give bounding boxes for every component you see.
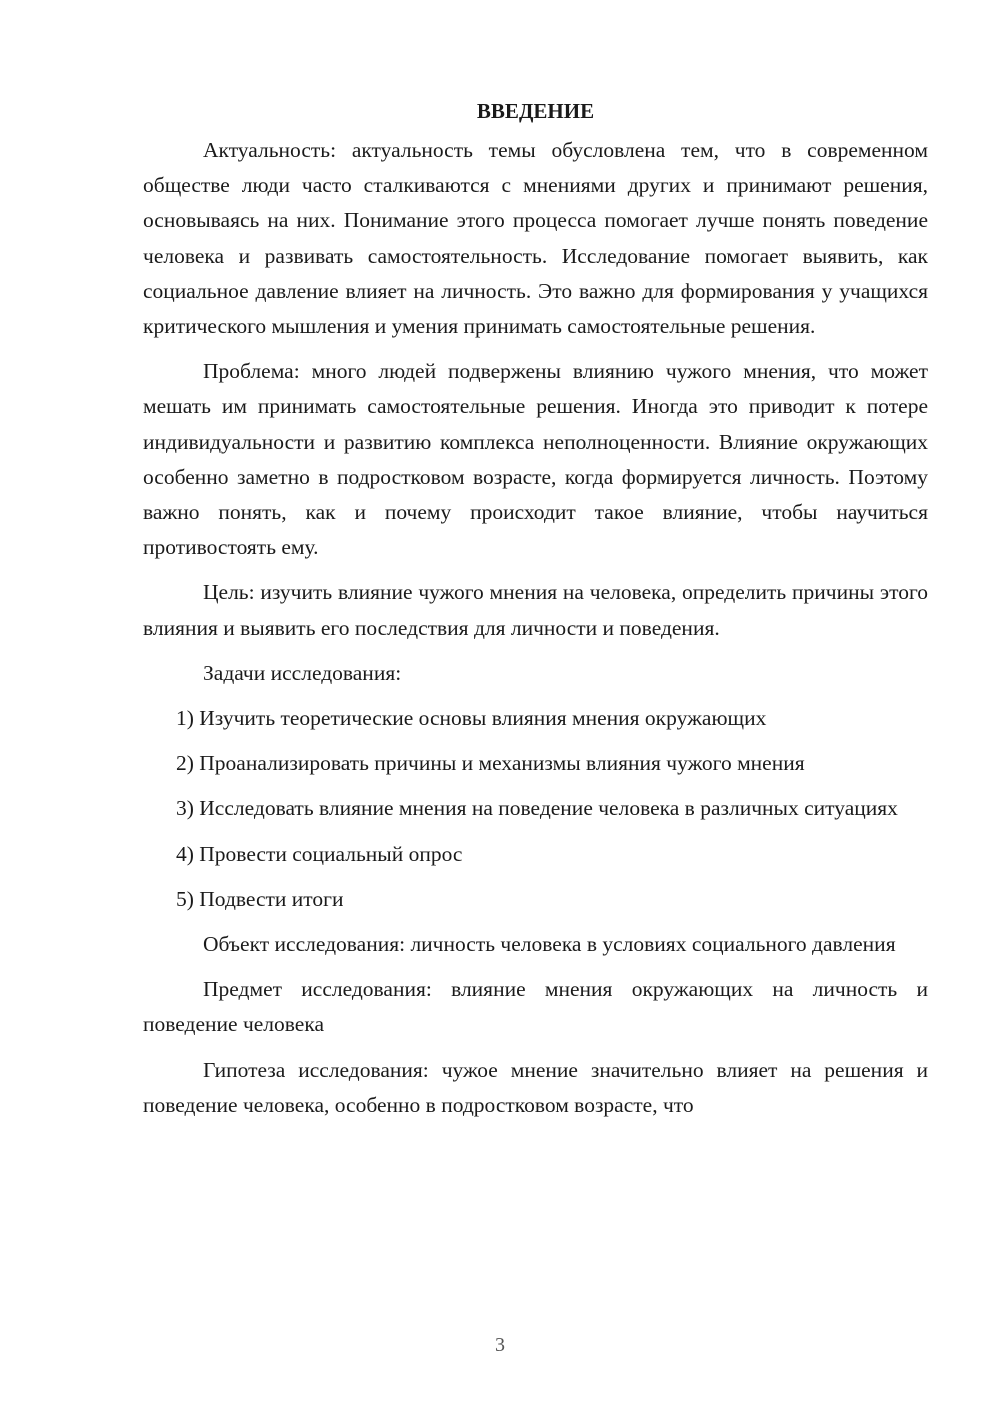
relevance-paragraph: Актуальность: актуальность темы обусловлена тем, что в современном обществе люди часто сталкиваются с мнениями других и принимают решения, основываясь на них. Понимание этого процесса помогает лучше понять поведение человека и развивать самостоятельность. Исследование помогает выявить, как социальное давление влияет на личность. Это важно для формирования у учащихся критического мышления и умения принимать самостоятельные решения.	[143, 138, 928, 339]
document-page	[143, 96, 928, 1133]
object-paragraph: Объект исследования: личность человека в условиях социального давления	[203, 932, 896, 957]
problem-paragraph: Проблема: много людей подвержены влиянию чужого мнения, что может мешать им принимать самостоятельные решения. Иногда это приводит к потере индивидуальности и развитию комплекса неполноценности. Влияние окружающих особенно заметно в подростковом возрасте, когда формируется личность. Поэтому важно понять, как и почему происходит такое влияние, чтобы научиться противостоять ему.	[143, 359, 928, 560]
goal-paragraph: Цель: изучить влияние чужого мнения на человека, определить причины этого влияния и выявить его последствия для личности и поведения.	[143, 580, 928, 640]
tasks-heading: Задачи исследования:	[203, 660, 402, 685]
task-item-5: 5) Подвести итоги	[176, 886, 344, 911]
subject-paragraph: Предмет исследования: влияние мнения окружающих на личность и поведение человека	[143, 977, 928, 1037]
task-item-1: 1) Изучить теоретические основы влияния мнения окружающих	[176, 706, 767, 731]
page-number: 3	[495, 1334, 505, 1356]
hypothesis-paragraph: Гипотеза исследования: чужое мнение значительно влияет на решения и поведение человека, особенно в подростковом возрасте, что	[143, 1057, 928, 1117]
document-title: ВВЕДЕНИЕ	[476, 99, 595, 123]
task-item-3: 3) Исследовать влияние мнения на поведение человека в различных ситуациях	[176, 796, 898, 821]
task-item-2: 2) Проанализировать причины и механизмы влияния чужого мнения	[176, 751, 805, 776]
task-item-4: 4) Провести социальный опрос	[176, 841, 463, 866]
